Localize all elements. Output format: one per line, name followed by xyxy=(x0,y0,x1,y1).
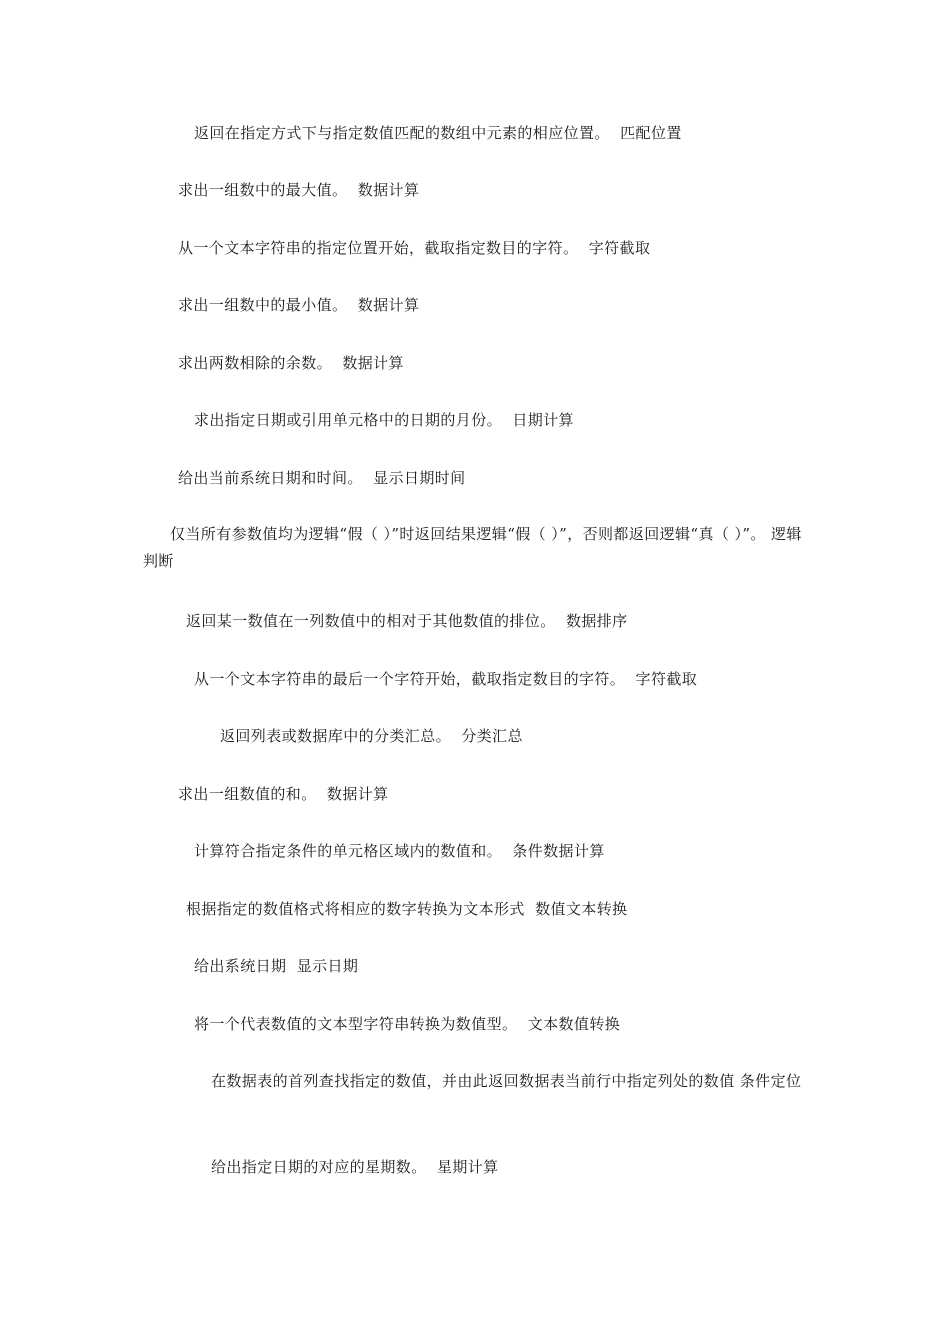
entry-subtotal: 返回列表或数据库中的分类汇总。 分类汇总 xyxy=(220,727,523,745)
entry-month: 求出指定日期或引用单元格中的日期的月份。 日期计算 xyxy=(194,411,574,429)
entry-match-position: 返回在指定方式下与指定数值匹配的数组中元素的相应位置。 匹配位置 xyxy=(194,124,682,142)
entry-value: 将一个代表数值的文本型字符串转换为数值型。 文本数值转换 xyxy=(194,1015,621,1033)
entry-min-value: 求出一组数中的最小值。 数据计算 xyxy=(178,296,420,314)
entry-now: 给出当前系统日期和时间。 显示日期时间 xyxy=(178,469,466,487)
entry-substring-mid: 从一个文本字符串的指定位置开始，截取指定数目的字符。 字符截取 xyxy=(178,239,651,257)
entry-weekday: 给出指定日期的对应的星期数。 星期计算 xyxy=(211,1158,499,1176)
entry-mod: 求出两数相除的余数。 数据计算 xyxy=(178,354,404,372)
entry-today: 给出系统日期 显示日期 xyxy=(194,957,359,975)
entry-vlookup: 在数据表的首列查找指定的数值，并由此返回数据表当前行中指定列处的数值 条件定位 xyxy=(211,1072,802,1090)
entry-substring-right: 从一个文本字符串的最后一个字符开始，截取指定数目的字符。 字符截取 xyxy=(194,670,698,688)
entry-max-value: 求出一组数中的最大值。 数据计算 xyxy=(178,181,420,199)
entry-sum: 求出一组数值的和。 数据计算 xyxy=(178,785,389,803)
entry-logic-or: 仅当所有参数值均为逻辑“假（ ）”时返回结果逻辑“假（ ）”，否则都返回逻辑“真（ ）”。 逻辑判断 xyxy=(143,525,802,570)
entry-rank: 返回某一数值在一列数值中的相对于其他数值的排位。 数据排序 xyxy=(186,612,628,630)
entry-sumif: 计算符合指定条件的单元格区域内的数值和。 条件数据计算 xyxy=(194,842,605,860)
entry-text-format: 根据指定的数值格式将相应的数字转换为文本形式 数值文本转换 xyxy=(186,900,628,918)
